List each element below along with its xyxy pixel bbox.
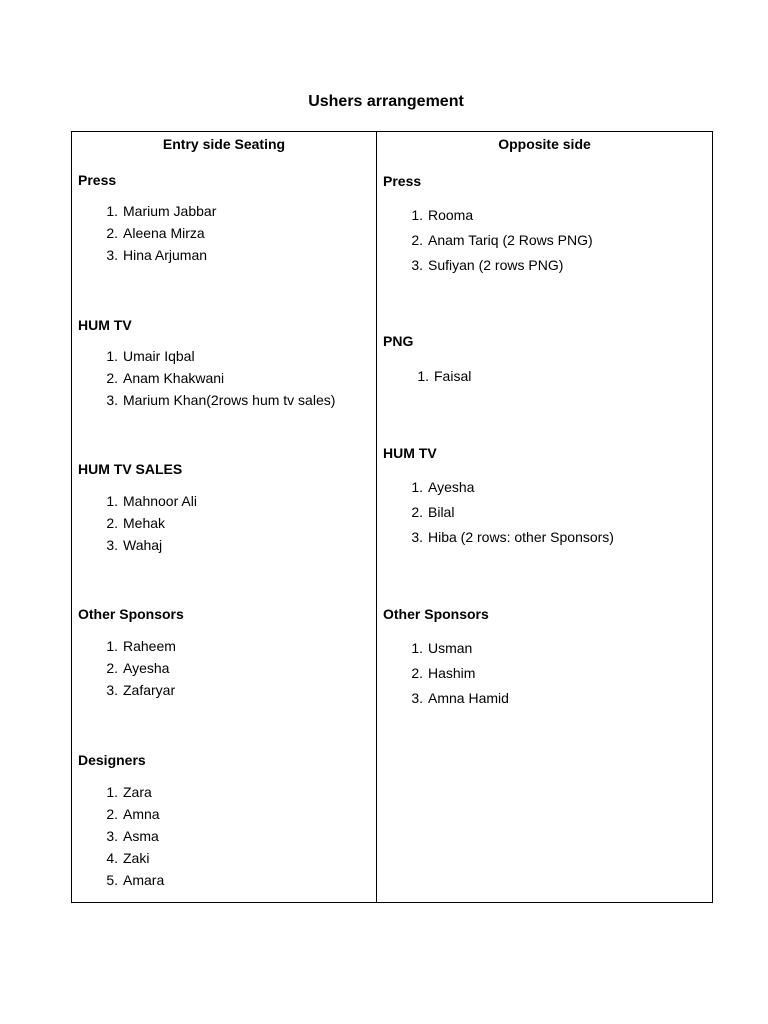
list-item: 1. Marium Jabbar: [106, 203, 217, 219]
list-item: 1. Umair Iqbal: [106, 348, 195, 364]
right-section-png: [383, 331, 708, 393]
usher-list: [383, 479, 708, 554]
section-heading: HUM TV: [383, 445, 437, 461]
usher-list: [78, 784, 372, 894]
section-heading: HUM TV: [78, 317, 132, 333]
list-item: 1. Mahnoor Ali: [106, 493, 197, 509]
usher-list: [78, 493, 372, 559]
list-item: 4. Zaki: [106, 850, 150, 866]
entry-side-column: [72, 132, 377, 902]
list-item: 2. Anam Khakwani: [106, 370, 225, 386]
list-item: 1. Rooma: [411, 207, 474, 223]
ushers-table: [71, 131, 713, 903]
list-item: 3. Wahaj: [106, 537, 163, 553]
list-item: 3. Zafaryar: [106, 682, 176, 698]
list-item: 2. Amna: [106, 806, 160, 822]
list-item: 3. Hiba (2 rows: other Sponsors): [411, 529, 614, 545]
usher-list: [78, 638, 372, 704]
section-heading: Other Sponsors: [383, 606, 489, 622]
section-heading: Designers: [78, 752, 146, 768]
list-item: 3. Asma: [106, 828, 159, 844]
list-item: 3. Amna Hamid: [411, 690, 509, 706]
list-item: 2. Aleena Mirza: [106, 225, 205, 241]
usher-list: [78, 203, 372, 269]
section-heading: PNG: [383, 333, 414, 349]
list-item: 2. Ayesha: [106, 660, 170, 676]
list-item: 3. Hina Arjuman: [106, 247, 208, 263]
list-item: 3. Sufiyan (2 rows PNG): [411, 257, 564, 273]
list-item: 1. Ayesha: [411, 479, 475, 495]
left-section-hum-tv-sales: [78, 459, 372, 559]
left-section-press: [78, 170, 372, 269]
list-item: 2. Bilal: [411, 504, 455, 520]
left-section-designers: [78, 750, 372, 894]
left-section-other-sponsors: [78, 604, 372, 704]
right-section-press: [383, 171, 708, 282]
list-item: 3. Marium Khan(2rows hum tv sales): [106, 392, 336, 408]
right-section-other-sponsors: [383, 604, 708, 715]
usher-list: [383, 207, 708, 282]
list-item: 2. Mehak: [106, 515, 166, 531]
list-item: 1. Zara: [106, 784, 152, 800]
entry-side-header: Entry side Seating: [162, 136, 286, 152]
usher-list: [383, 640, 708, 715]
section-heading: Press: [78, 172, 117, 188]
right-section-hum-tv: [383, 443, 708, 554]
usher-list: [78, 348, 372, 414]
section-heading: Press: [383, 173, 422, 189]
usher-list: [383, 368, 708, 393]
opposite-side-header: Opposite side: [498, 136, 591, 152]
list-item: 1. Faisal: [417, 368, 472, 384]
list-item: 2. Hashim: [411, 665, 476, 681]
section-heading: HUM TV SALES: [78, 461, 183, 477]
section-heading: Other Sponsors: [78, 606, 184, 622]
document-title: Ushers arrangement: [308, 93, 464, 110]
list-item: 2. Anam Tariq (2 Rows PNG): [411, 232, 593, 248]
opposite-side-column: [377, 132, 712, 902]
left-section-hum-tv: [78, 315, 372, 414]
list-item: 5. Amara: [106, 872, 165, 888]
list-item: 1. Usman: [411, 640, 473, 656]
list-item: 1. Raheem: [106, 638, 176, 654]
